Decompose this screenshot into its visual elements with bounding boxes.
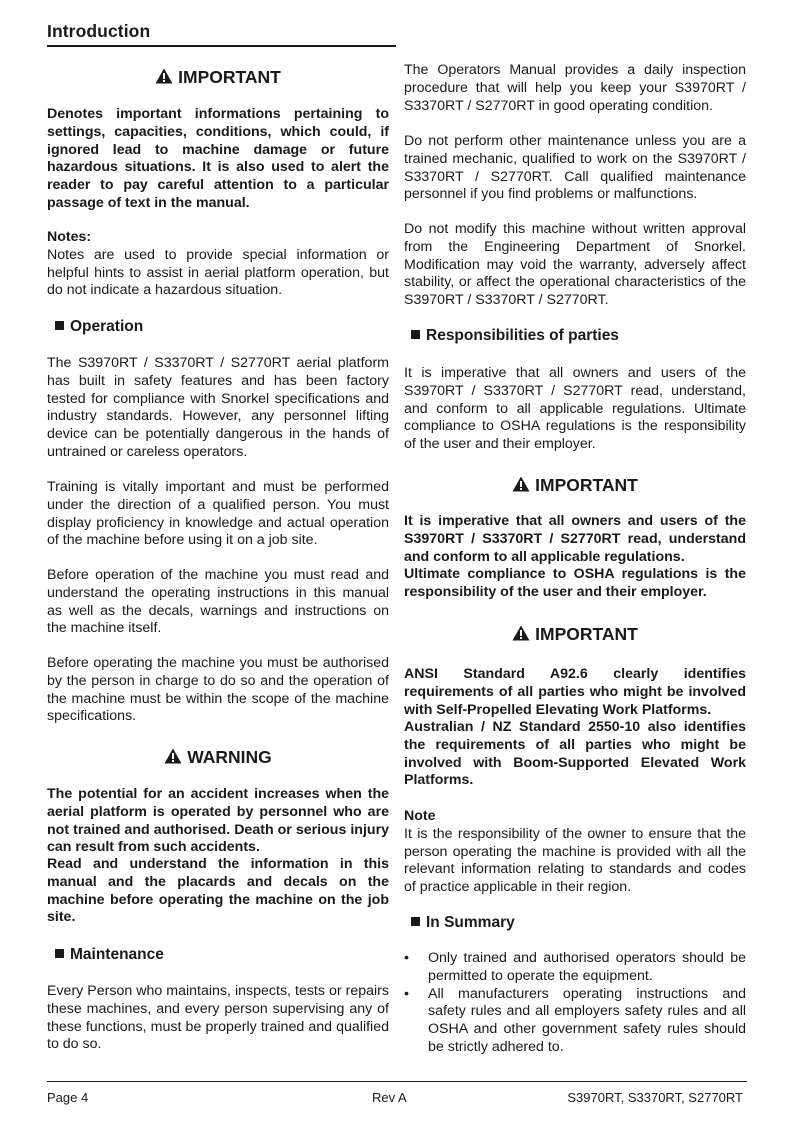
maintenance-heading: Maintenance bbox=[55, 945, 164, 964]
responsibilities-paragraph: It is imperative that all owners and users of the S3970RT / S3370RT / S2770RT read, understand, and conform to all applicable regulations. Ultimate compliance to OSHA regulations is the responsibility of the user and their employer. bbox=[404, 365, 746, 453]
warning-paragraph-1: The potential for an accident increases when the aerial platform is operated by personnel who are not trained and authorised. Death or serious injury can result from such accidents. bbox=[47, 786, 389, 856]
list-item: • All manufacturers operating instructions and safety rules and all employers safety rules and all OSHA and other government safety rules should be strictly adhered to. bbox=[404, 985, 746, 1055]
note-text: It is the responsibility of the owner to ensure that the person operating the machine is provided with all the relevant information relating to standards and codes of practice applicable in their region. bbox=[404, 825, 746, 896]
operation-paragraph-1: The S3970RT / S3370RT / S2770RT aerial platform has built in safety features and has been factory tested for compliance with Snorkel specifications and industry standards. However, any personnel lifting device can be potentially dangerous in the hands of untrained or careless operators. bbox=[47, 355, 389, 460]
warning-triangle-icon bbox=[512, 625, 530, 641]
operation-paragraph-2: Training is vitally important and must be performed under the direction of a qualified person. You must display proficiency in knowledge and actual operation of the machine before using it on a job site. bbox=[47, 479, 389, 549]
important-text: Denotes important informations pertaining to settings, capacities, conditions, which could, if ignored lead to machine damage or future hazardous situations. It is also used to alert the reader to pay careful attention to a particular passage of text in the manual. bbox=[47, 106, 389, 211]
right-paragraph-3: Do not modify this machine without written approval from the Engineering Department of Snorkel. Modification may void the warranty, adversely affect stability, or affect the operational characteristics of the S3970RT / S3370RT / S2770RT. bbox=[404, 221, 746, 309]
warning-heading: WARNING bbox=[47, 747, 389, 767]
warning-triangle-icon bbox=[155, 68, 173, 84]
right-paragraph-2: Do not perform other maintenance unless you are a trained mechanic, qualified to work on the S3970RT / S3370RT / S2770RT. Call qualified maintenance personnel if you find problems or malfunctions. bbox=[404, 133, 746, 203]
page-number: Page 4 bbox=[47, 1090, 89, 1105]
square-bullet-icon bbox=[55, 949, 64, 958]
square-bullet-icon bbox=[411, 330, 420, 339]
notes-block bbox=[47, 229, 389, 300]
responsibilities-heading: Responsibilities of parties bbox=[411, 326, 619, 345]
notes-label: Notes: bbox=[47, 229, 92, 245]
list-item: • Only trained and authorised operators should be permitted to operate the equipment. bbox=[404, 950, 746, 984]
important-3-paragraph-1: ANSI Standard A92.6 clearly identifies requirements of all parties who might be involved with Self-Propelled Elevating Work Platforms. bbox=[404, 666, 746, 718]
operation-heading: Operation bbox=[55, 317, 143, 336]
important-heading-2: IMPORTANT bbox=[404, 475, 746, 495]
bullet-dot: • bbox=[404, 985, 409, 1002]
notes-text: Notes are used to provide special information or helpful hints to assist in aerial platform operation, but do not indicate a hazardous situation. bbox=[47, 246, 389, 299]
warning-triangle-icon bbox=[164, 748, 182, 764]
square-bullet-icon bbox=[411, 917, 420, 926]
page-title: Introduction bbox=[47, 21, 151, 41]
title-divider bbox=[47, 45, 396, 47]
warning-triangle-icon bbox=[512, 476, 530, 492]
warning-paragraph-2: Read and understand the information in this manual and the placards and decals on the machine before operating the machine on the job site. bbox=[47, 856, 389, 926]
bullet-dot: • bbox=[404, 950, 409, 966]
summary-heading: In Summary bbox=[411, 913, 515, 932]
important-2-paragraph-1: It is imperative that all owners and users of the S3970RT / S3370RT / S2770RT read, understand and conform to all applicable regulations. bbox=[404, 513, 746, 565]
important-heading-3: IMPORTANT bbox=[404, 624, 746, 644]
note-block bbox=[404, 808, 746, 897]
revision-label: Rev A bbox=[372, 1090, 407, 1105]
important-2-paragraph-2: Ultimate compliance to OSHA regulations is the responsibility of the user and their employer. bbox=[404, 566, 746, 600]
square-bullet-icon bbox=[55, 321, 64, 330]
operation-paragraph-4: Before operating the machine you must be authorised by the person in charge to do so and the operation of the machine must be within the scope of the machine specifications. bbox=[47, 655, 389, 725]
summary-list bbox=[404, 950, 746, 1057]
footer-divider bbox=[47, 1081, 747, 1082]
important-heading: IMPORTANT bbox=[47, 67, 389, 87]
maintenance-paragraph: Every Person who maintains, inspects, tests or repairs these machines, and every person supervising any of these functions, must be properly trained and qualified to do so. bbox=[47, 983, 389, 1053]
model-numbers: S3970RT, S3370RT, S2770RT bbox=[567, 1090, 743, 1105]
operation-paragraph-3: Before operation of the machine you must read and understand the operating instructions in this manual as well as the decals, warnings and instructions on the machine itself. bbox=[47, 567, 389, 637]
right-paragraph-1: The Operators Manual provides a daily inspection procedure that will help you keep your S3970RT / S3370RT / S2770RT in good operating condition. bbox=[404, 62, 746, 114]
important-3-paragraph-2: Australian / NZ Standard 2550-10 also identifies the requirements of all parties who might be involved with Boom-Supported Elevated Work Platforms. bbox=[404, 719, 746, 789]
note-label: Note bbox=[404, 808, 436, 824]
